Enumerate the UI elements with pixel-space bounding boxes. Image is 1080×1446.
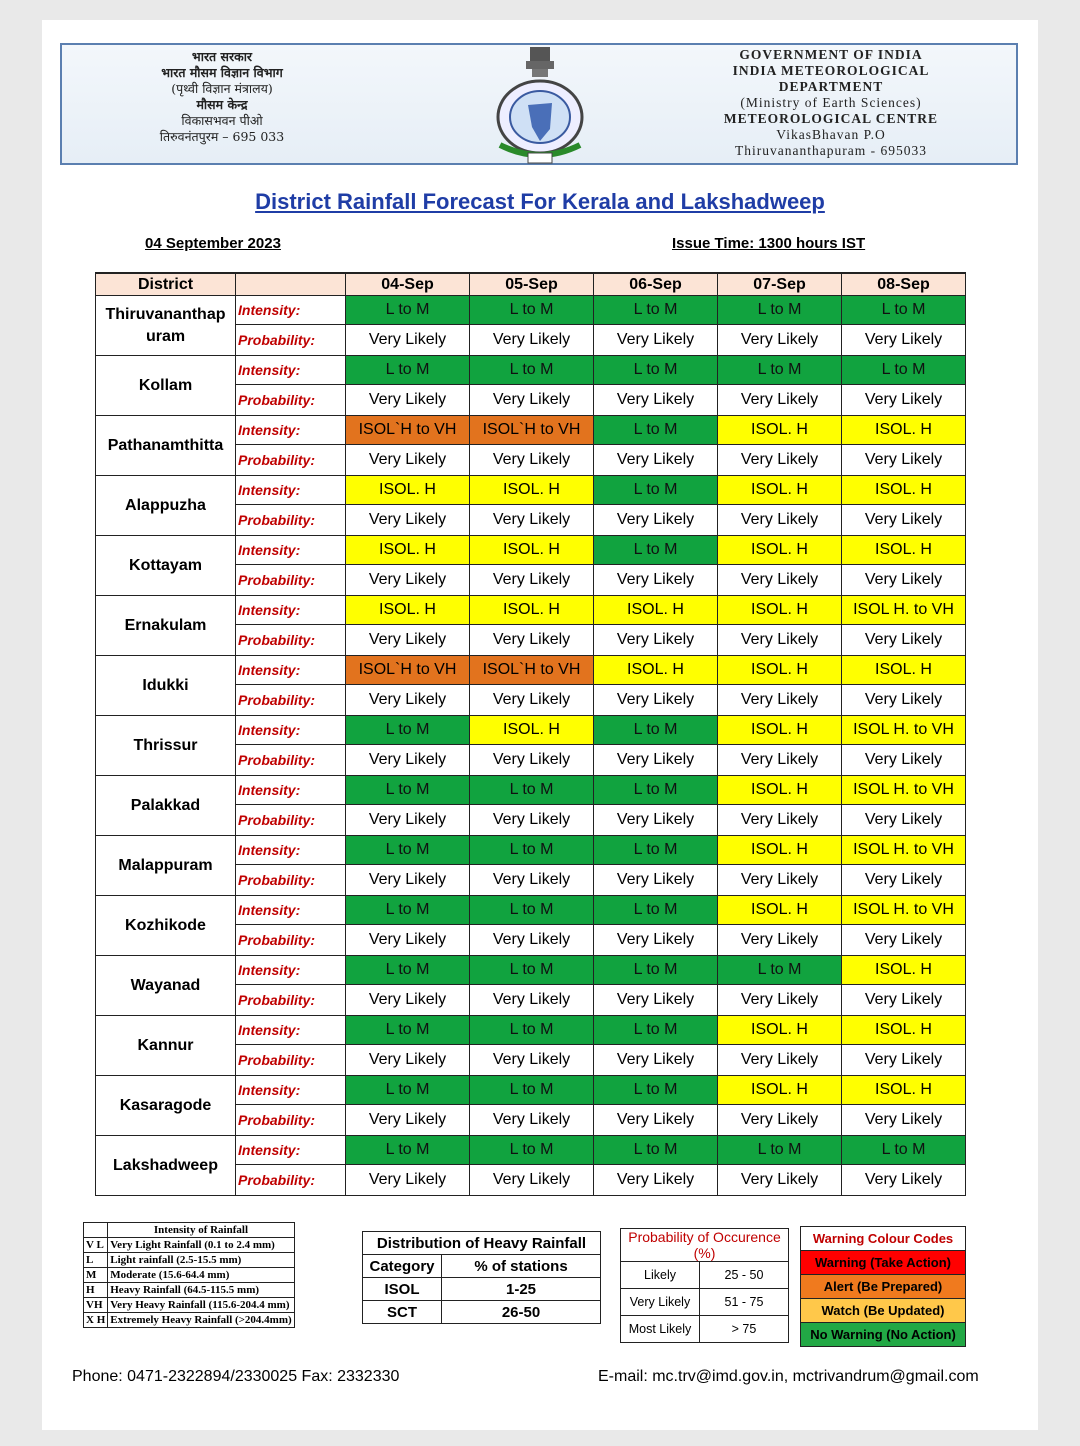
probability-cell: Very Likely [594,325,718,356]
district-name: Kollam [96,356,236,416]
probability-cell: Very Likely [346,385,470,416]
probability-cell: Very Likely [842,865,966,896]
probability-cell: Very Likely [842,925,966,956]
intensity-cell: L to M [594,836,718,865]
probability-label: Probability: [236,505,346,536]
probability-range: 51 - 75 [700,1289,789,1316]
district-name: Kozhikode [96,896,236,956]
intensity-cell: L to M [842,356,966,385]
legend-code: H [84,1283,108,1298]
intensity-row [96,1016,966,1045]
intensity-cell: L to M [718,1136,842,1165]
district-name: Thrissur [96,716,236,776]
probability-cell: Very Likely [346,565,470,596]
intensity-cell: ISOL H. to VH [842,836,966,865]
probability-cell: Very Likely [718,685,842,716]
no-warning-code: No Warning (No Action) [801,1323,966,1347]
probability-cell: Very Likely [594,1165,718,1196]
intensity-row [96,776,966,805]
probability-range: > 75 [700,1316,789,1343]
intensity-cell: L to M [718,956,842,985]
probability-cell: Very Likely [346,685,470,716]
intensity-cell: ISOL`H to VH [346,656,470,685]
probability-cell: Very Likely [842,445,966,476]
probability-label: Most Likely [621,1316,700,1343]
hindi-address [102,49,342,145]
probability-cell: Very Likely [718,445,842,476]
district-name: Malappuram [96,836,236,896]
probability-label: Probability: [236,1165,346,1196]
intensity-cell: L to M [470,356,594,385]
intensity-cell: ISOL H. to VH [842,896,966,925]
intensity-row [96,956,966,985]
probability-label: Probability: [236,325,346,356]
probability-cell: Very Likely [470,505,594,536]
intensity-label: Intensity: [236,536,346,565]
warning-title: Warning Colour Codes [801,1227,966,1251]
hindi-line: (पृथ्वी विज्ञान मंत्रालय) [171,81,273,96]
probability-label: Probability: [236,745,346,776]
intensity-cell: ISOL H. to VH [842,716,966,745]
intensity-cell: ISOL. H [842,956,966,985]
intensity-label: Intensity: [236,296,346,325]
intensity-cell: L to M [346,776,470,805]
intensity-cell: ISOL. H [718,1016,842,1045]
intensity-label: Intensity: [236,1076,346,1105]
intensity-cell: ISOL. H [842,536,966,565]
forecast-table [95,272,966,1196]
probability-cell: Very Likely [842,985,966,1016]
district-name: Thiruvananthap uram [96,296,236,356]
probability-label: Likely [621,1262,700,1289]
probability-cell: Very Likely [842,565,966,596]
probability-cell: Very Likely [718,505,842,536]
intensity-cell: L to M [470,1136,594,1165]
letterhead [60,43,1018,165]
district-name: Wayanad [96,956,236,1016]
probability-label: Probability: [236,565,346,596]
intensity-cell: ISOL. H [718,836,842,865]
intensity-cell: L to M [346,296,470,325]
probability-cell: Very Likely [346,805,470,836]
probability-cell: Very Likely [842,745,966,776]
intensity-cell: L to M [594,956,718,985]
intensity-row [96,416,966,445]
intensity-cell: L to M [346,1136,470,1165]
probability-legend [620,1228,789,1343]
probability-cell: Very Likely [718,865,842,896]
district-name: Kasaragode [96,1076,236,1136]
intensity-cell: ISOL H. to VH [842,776,966,805]
distribution-title: Distribution of Heavy Rainfall [363,1232,601,1255]
intensity-cell: ISOL. H [718,536,842,565]
intensity-label: Intensity: [236,356,346,385]
intensity-cell: ISOL. H [842,656,966,685]
intensity-label: Intensity: [236,656,346,685]
legend-code: L [84,1253,108,1268]
district-name: Idukki [96,656,236,716]
intensity-cell: ISOL. H [718,656,842,685]
probability-cell: Very Likely [470,1165,594,1196]
intensity-cell: ISOL. H [470,716,594,745]
legend-code: X H [84,1313,108,1328]
district-name: Palakkad [96,776,236,836]
probability-cell: Very Likely [470,865,594,896]
probability-label: Probability: [236,805,346,836]
probability-cell: Very Likely [718,385,842,416]
probability-cell: Very Likely [842,805,966,836]
legend-desc: Moderate (15.6-64.4 mm) [108,1268,294,1283]
probability-label: Probability: [236,1045,346,1076]
legend-desc: Very Heavy Rainfall (115.6-204.4 mm) [108,1298,294,1313]
hindi-line: तिरुवनंतपुरम – 695 033 [159,129,285,144]
probability-cell: Very Likely [594,985,718,1016]
intensity-cell: ISOL. H [842,416,966,445]
english-line: DEPARTMENT [778,79,884,94]
intensity-cell: ISOL. H [594,656,718,685]
intensity-cell: L to M [594,296,718,325]
intensity-cell: L to M [346,956,470,985]
probability-cell: Very Likely [594,385,718,416]
intensity-cell: ISOL. H [718,596,842,625]
intensity-cell: L to M [470,296,594,325]
distribution-header: % of stations [442,1255,601,1278]
intensity-cell: L to M [594,896,718,925]
intensity-label: Intensity: [236,836,346,865]
intensity-row [96,476,966,505]
intensity-label: Intensity: [236,896,346,925]
probability-cell: Very Likely [470,565,594,596]
hindi-line: विकासभवन पीओ [181,113,263,128]
intensity-cell: L to M [346,356,470,385]
probability-cell: Very Likely [346,325,470,356]
alert-code: Alert (Be Prepared) [801,1275,966,1299]
distribution-value: 1-25 [442,1278,601,1301]
intensity-row [96,536,966,565]
intensity-label: Intensity: [236,596,346,625]
probability-cell: Very Likely [718,805,842,836]
district-name: Kottayam [96,536,236,596]
district-name: Ernakulam [96,596,236,656]
legend-desc: Very Light Rainfall (0.1 to 2.4 mm) [108,1238,294,1253]
intensity-label: Intensity: [236,716,346,745]
probability-cell: Very Likely [594,505,718,536]
warning-colour-codes [800,1226,966,1347]
intensity-cell: ISOL. H [842,476,966,505]
intensity-cell: L to M [470,1076,594,1105]
intensity-row [96,1136,966,1165]
probability-cell: Very Likely [470,325,594,356]
probability-cell: Very Likely [346,985,470,1016]
intensity-cell: L to M [842,1136,966,1165]
legend-desc: Light rainfall (2.5-15.5 mm) [108,1253,294,1268]
intensity-cell: ISOL. H [470,476,594,505]
district-name: Pathanamthitta [96,416,236,476]
intensity-cell: L to M [346,896,470,925]
intensity-label: Intensity: [236,956,346,985]
probability-cell: Very Likely [346,445,470,476]
intensity-cell: ISOL. H [842,1016,966,1045]
intensity-cell: ISOL`H to VH [470,416,594,445]
intensity-cell: L to M [842,296,966,325]
probability-cell: Very Likely [470,625,594,656]
probability-label: Probability: [236,985,346,1016]
probability-cell: Very Likely [718,1105,842,1136]
probability-cell: Very Likely [594,625,718,656]
intensity-cell: L to M [346,836,470,865]
probability-label: Probability: [236,865,346,896]
intensity-cell: ISOL. H [718,716,842,745]
intensity-cell: ISOL. H [718,776,842,805]
probability-cell: Very Likely [842,325,966,356]
intensity-label: Intensity: [236,1136,346,1165]
probability-cell: Very Likely [718,985,842,1016]
probability-cell: Very Likely [718,1165,842,1196]
intensity-cell: ISOL. H [346,536,470,565]
intensity-cell: ISOL. H [718,1076,842,1105]
intensity-cell: ISOL. H [346,476,470,505]
legend-code: V L [84,1238,108,1253]
column-header-day: 05-Sep [470,273,594,296]
probability-cell: Very Likely [346,865,470,896]
legend-desc: Heavy Rainfall (64.5-115.5 mm) [108,1283,294,1298]
hindi-line: भारत मौसम विज्ञान विभाग [161,65,283,80]
probability-cell: Very Likely [346,1105,470,1136]
probability-cell: Very Likely [842,625,966,656]
intensity-cell: ISOL. H [842,1076,966,1105]
probability-cell: Very Likely [470,445,594,476]
intensity-row [96,1076,966,1105]
intensity-cell: L to M [346,1016,470,1045]
probability-label: Probability: [236,925,346,956]
legend-code: M [84,1268,108,1283]
intensity-cell: L to M [346,1076,470,1105]
distribution-header: Category [363,1255,442,1278]
probability-title: Probability of Occurence (%) [621,1229,789,1262]
distribution-category: SCT [363,1301,442,1324]
intensity-cell: ISOL`H to VH [346,416,470,445]
intensity-cell: L to M [470,776,594,805]
intensity-cell: L to M [594,476,718,505]
legend-code: VH [84,1298,108,1313]
probability-cell: Very Likely [470,925,594,956]
column-header-district: District [96,273,236,296]
intensity-label: Intensity: [236,476,346,505]
probability-cell: Very Likely [594,685,718,716]
column-header-day: 08-Sep [842,273,966,296]
probability-cell: Very Likely [470,385,594,416]
probability-range: 25 - 50 [700,1262,789,1289]
intensity-cell: L to M [594,536,718,565]
intensity-cell: ISOL. H [594,596,718,625]
intensity-cell: ISOL H. to VH [842,596,966,625]
footer-email: E-mail: mc.trv@imd.gov.in, mctrivandrum@gmail.com [598,1368,979,1385]
intensity-cell: L to M [594,356,718,385]
district-name: Alappuzha [96,476,236,536]
intensity-cell: L to M [594,1016,718,1045]
probability-cell: Very Likely [470,985,594,1016]
probability-cell: Very Likely [718,925,842,956]
probability-cell: Very Likely [346,1165,470,1196]
probability-cell: Very Likely [718,565,842,596]
intensity-legend [83,1222,295,1328]
probability-label: Probability: [236,625,346,656]
probability-cell: Very Likely [470,805,594,836]
probability-cell: Very Likely [718,745,842,776]
probability-cell: Very Likely [346,625,470,656]
column-header-blank [236,273,346,296]
intensity-row [96,836,966,865]
intensity-row [96,716,966,745]
probability-cell: Very Likely [718,1045,842,1076]
english-line: INDIA METEOROLOGICAL [732,63,930,78]
intensity-cell: L to M [718,356,842,385]
imd-emblem-icon [480,45,600,165]
intensity-cell: L to M [594,416,718,445]
column-header-day: 06-Sep [594,273,718,296]
probability-cell: Very Likely [594,1045,718,1076]
intensity-cell: L to M [470,836,594,865]
probability-cell: Very Likely [346,505,470,536]
probability-cell: Very Likely [594,865,718,896]
probability-label: Probability: [236,685,346,716]
probability-cell: Very Likely [842,685,966,716]
probability-cell: Very Likely [470,1045,594,1076]
probability-cell: Very Likely [346,1045,470,1076]
intensity-row [96,656,966,685]
probability-cell: Very Likely [470,1105,594,1136]
english-line: GOVERNMENT OF INDIA [739,47,923,62]
intensity-row [96,296,966,325]
probability-cell: Very Likely [346,745,470,776]
intensity-legend-title: Intensity of Rainfall [108,1223,294,1238]
forecast-date: 04 September 2023 [145,235,281,252]
table-header-row [96,273,966,296]
english-line: (Ministry of Earth Sciences) [740,95,922,110]
intensity-row [96,596,966,625]
intensity-label: Intensity: [236,1016,346,1045]
hindi-line: भारत सरकार [191,49,253,64]
warning-code: Warning (Take Action) [801,1251,966,1275]
intensity-label: Intensity: [236,416,346,445]
probability-cell: Very Likely [718,625,842,656]
probability-label: Probability: [236,385,346,416]
intensity-cell: ISOL. H [470,596,594,625]
distribution-table [362,1231,601,1324]
probability-cell: Very Likely [842,1165,966,1196]
probability-label: Very Likely [621,1289,700,1316]
probability-cell: Very Likely [470,685,594,716]
intensity-cell: ISOL. H [718,896,842,925]
intensity-row [96,896,966,925]
english-address [676,47,986,159]
hindi-line: मौसम केन्द्र [196,97,248,112]
column-header-day: 04-Sep [346,273,470,296]
english-line: Thiruvananthapuram - 695033 [735,143,927,158]
probability-cell: Very Likely [718,325,842,356]
intensity-cell: L to M [470,956,594,985]
probability-cell: Very Likely [594,925,718,956]
probability-cell: Very Likely [842,1045,966,1076]
intensity-row [96,356,966,385]
intensity-cell: ISOL. H [470,536,594,565]
legend-desc: Extremely Heavy Rainfall (>204.4mm) [108,1313,294,1328]
probability-cell: Very Likely [594,565,718,596]
probability-cell: Very Likely [842,505,966,536]
probability-cell: Very Likely [346,925,470,956]
intensity-cell: L to M [594,716,718,745]
intensity-cell: ISOL. H [718,416,842,445]
intensity-cell: L to M [718,296,842,325]
english-line: VikasBhavan P.O [776,127,886,142]
page-title: District Rainfall Forecast For Kerala and Lakshadweep [255,189,825,214]
probability-cell: Very Likely [842,385,966,416]
english-line: METEOROLOGICAL CENTRE [723,111,939,126]
probability-cell: Very Likely [470,745,594,776]
issue-time: Issue Time: 1300 hours IST [672,235,866,252]
intensity-cell: L to M [470,1016,594,1045]
probability-cell: Very Likely [594,1105,718,1136]
district-name: Lakshadweep [96,1136,236,1196]
intensity-cell: L to M [594,1076,718,1105]
probability-cell: Very Likely [594,445,718,476]
intensity-cell: L to M [594,1136,718,1165]
intensity-cell: ISOL`H to VH [470,656,594,685]
footer-phone: Phone: 0471-2322894/2330025 Fax: 2332330 [72,1368,400,1385]
intensity-cell: L to M [594,776,718,805]
distribution-value: 26-50 [442,1301,601,1324]
intensity-cell: ISOL. H [718,476,842,505]
distribution-category: ISOL [363,1278,442,1301]
intensity-label: Intensity: [236,776,346,805]
probability-cell: Very Likely [842,1105,966,1136]
column-header-day: 07-Sep [718,273,842,296]
intensity-cell: L to M [346,716,470,745]
intensity-cell: L to M [470,896,594,925]
probability-cell: Very Likely [594,745,718,776]
probability-cell: Very Likely [594,805,718,836]
district-name: Kannur [96,1016,236,1076]
watch-code: Watch (Be Updated) [801,1299,966,1323]
probability-label: Probability: [236,1105,346,1136]
intensity-cell: ISOL. H [346,596,470,625]
probability-label: Probability: [236,445,346,476]
